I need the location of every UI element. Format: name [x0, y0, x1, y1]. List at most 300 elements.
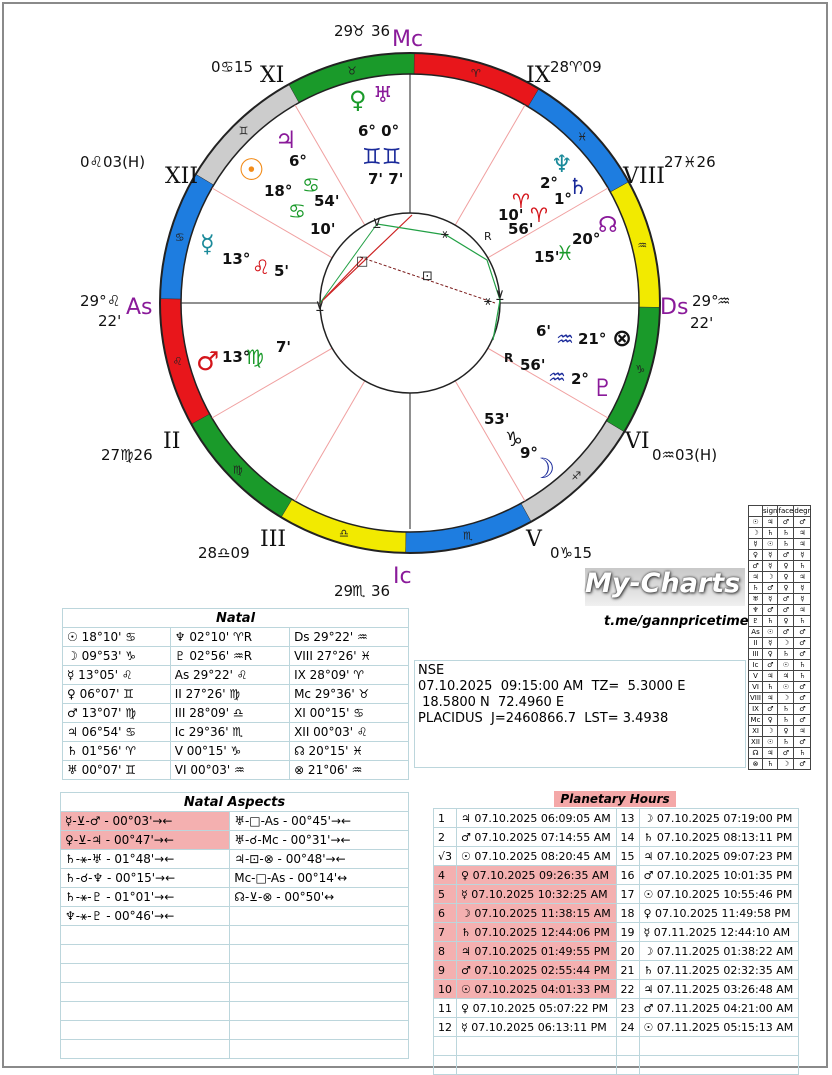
- dignity-cell: ♃: [763, 693, 778, 704]
- hour-time: ☉ 07.11.2025 05:15:13 AM: [639, 1018, 799, 1037]
- ds-min: 22': [690, 314, 714, 332]
- natal-row: [63, 647, 409, 666]
- aspect-row: [61, 1040, 409, 1059]
- aspect-left: ♆-⚹-♇ - 00°46'→←: [61, 907, 230, 926]
- dignity-row: [749, 605, 811, 616]
- dignity-cell: ☉: [778, 660, 794, 671]
- natal-cell: XI 00°15' ♋: [290, 704, 409, 723]
- dignity-cell: XI: [749, 726, 763, 737]
- natal-row: [63, 628, 409, 647]
- aspect-row: [61, 964, 409, 983]
- aspect-sextile-glyph-2: ⚹: [484, 294, 492, 309]
- brand-link[interactable]: t.me/gannpricetime: [604, 614, 749, 629]
- ring-sign-glyph: ♋: [174, 230, 185, 244]
- dignity-row: [749, 759, 811, 770]
- dignity-cell: ☿: [763, 594, 778, 605]
- hour-number: 7: [434, 923, 457, 942]
- dignity-cell: ♂: [794, 737, 811, 748]
- hour-row: [434, 828, 799, 847]
- natal-cell: ☽ 09°53' ♑: [63, 647, 171, 666]
- dignity-cell: ☿: [763, 561, 778, 572]
- dignity-row: [749, 693, 811, 704]
- aspect-left: ♄-⚹-♅ - 01°48'→←: [61, 850, 230, 869]
- aspect-right: ♅-□-As - 00°45'→←: [230, 812, 409, 831]
- dignity-row: [749, 671, 811, 682]
- fortune-deg: 21°: [578, 330, 607, 348]
- dignity-cell: ♃: [794, 726, 811, 737]
- hour-time: ♃ 07.10.2025 06:09:05 AM: [457, 809, 616, 828]
- ds-sign: ♒: [717, 292, 731, 310]
- cusp-xi-value: 0♋15: [211, 58, 254, 76]
- hour-number: [434, 1037, 457, 1056]
- dignity-row: [749, 616, 811, 627]
- dignity-cell: ♀: [763, 715, 778, 726]
- dignity-cell: ♂: [763, 605, 778, 616]
- aspect-right: ♃-⊡-⊗ - 00°48'→←: [230, 850, 409, 869]
- natal-cell: ♆ 02°10' ♈R: [170, 628, 289, 647]
- dignity-cell: ♀: [778, 726, 794, 737]
- dignity-cell: Mc: [749, 715, 763, 726]
- dignity-cell: ☉: [763, 539, 778, 550]
- dignity-header-cell: [749, 506, 763, 517]
- aspect-row: [61, 907, 409, 926]
- ic-min: 36: [371, 582, 391, 600]
- natal-cell: II 27°26' ♍: [170, 685, 289, 704]
- jupiter-deg: 6°: [289, 152, 307, 170]
- ds-label: Ds: [660, 295, 689, 320]
- hour-time: ♄ 07.10.2025 12:44:06 PM: [457, 923, 616, 942]
- dignity-cell: ♂: [749, 561, 763, 572]
- natal-cell: ♅ 00°07' ♊: [63, 761, 171, 780]
- natal-cell: VI 00°03' ♒: [170, 761, 289, 780]
- mars-sign: ♍: [246, 345, 264, 369]
- dignity-row: [749, 715, 811, 726]
- aspect-right: [230, 1040, 409, 1059]
- dignity-cell: ♃: [794, 605, 811, 616]
- saturn-deg: 1°: [554, 190, 572, 208]
- ds-deg: 29°: [692, 292, 719, 310]
- aspect-right: [230, 1021, 409, 1040]
- hour-time: ♃ 07.10.2025 09:07:23 PM: [639, 847, 799, 866]
- cusp-v-value: 0♑15: [550, 544, 593, 562]
- dignity-cell: ☿: [794, 583, 811, 594]
- aspect-quincunx-glyph-2: ⊻: [495, 289, 505, 304]
- aspect-right: ♅-☌-Mc - 00°31'→←: [230, 831, 409, 850]
- dignity-row: [749, 550, 811, 561]
- aspect-right: [230, 983, 409, 1002]
- natal-cell: Ds 29°22' ♒: [290, 628, 409, 647]
- saturn-glyph: ♄: [568, 175, 588, 200]
- hour-number: 15: [616, 847, 639, 866]
- hour-row: [434, 847, 799, 866]
- venus-uranus-deg: 6° 0°: [358, 122, 400, 140]
- hour-row: [434, 1037, 799, 1056]
- sun-sign: ♋: [288, 199, 306, 223]
- dignity-header-cell: face: [778, 507, 794, 515]
- dignity-cell: ☽: [778, 638, 794, 649]
- ring-sign-glyph: ♈: [471, 66, 481, 80]
- natal-cell: Mc 29°36' ♉: [290, 685, 409, 704]
- hour-number: 12: [434, 1018, 457, 1037]
- mercury-glyph: ☿: [200, 230, 215, 258]
- dignity-cell: ☿: [794, 550, 811, 561]
- aspect-right: [230, 907, 409, 926]
- hour-row: [434, 866, 799, 885]
- aspect-right: [230, 945, 409, 964]
- hour-row: [434, 1018, 799, 1037]
- jupiter-min: 54': [314, 192, 340, 210]
- node-glyph: ☊: [598, 213, 618, 238]
- dignity-cell: ♂: [778, 550, 794, 561]
- natal-cell: ⊗ 21°06' ♒: [290, 761, 409, 780]
- ring-sign-glyph: ♍: [232, 463, 243, 477]
- aspect-right: [230, 964, 409, 983]
- dignity-cell: ♂: [794, 682, 811, 693]
- venus-uranus-min: 7' 7': [368, 170, 404, 188]
- dignity-header: [749, 506, 811, 517]
- dignity-row: [749, 638, 811, 649]
- ic-label: Ic: [393, 564, 412, 589]
- aspect-row: [61, 812, 409, 831]
- aspect-left: [61, 983, 230, 1002]
- aspect-row: [61, 888, 409, 907]
- dignity-row: [749, 561, 811, 572]
- dignity-cell: ♀: [778, 561, 794, 572]
- hour-row: [434, 885, 799, 904]
- aspect-row: [61, 831, 409, 850]
- dignity-cell: ♀: [749, 550, 763, 561]
- dignity-cell: ♂: [794, 715, 811, 726]
- sun-min: 10': [310, 220, 336, 238]
- dignity-cell: V: [749, 671, 763, 682]
- hour-number: 20: [616, 942, 639, 961]
- hour-row: [434, 980, 799, 999]
- pluto-retro: R: [504, 351, 514, 365]
- moon-sign: ♑: [505, 427, 523, 451]
- as-deg: 29°: [80, 292, 107, 310]
- sun-glyph: ☉: [238, 153, 265, 188]
- dignity-cell: ♀: [763, 649, 778, 660]
- hour-time: ☉ 07.10.2025 04:01:33 PM: [457, 980, 616, 999]
- ic-sign: ♏: [352, 582, 366, 600]
- dignity-cell: ♃: [778, 671, 794, 682]
- dignity-cell: ♂: [794, 693, 811, 704]
- dignity-cell: ☽: [763, 726, 778, 737]
- hour-time: ☽ 07.10.2025 07:19:00 PM: [639, 809, 799, 828]
- mars-glyph: ♂: [196, 347, 220, 377]
- dignity-cell: ♃: [763, 517, 778, 528]
- aspect-left: ☿-⊻-♂ - 00°03'→←: [61, 812, 230, 831]
- as-sign: ♌: [107, 292, 121, 310]
- dignity-row: [749, 748, 811, 759]
- hour-time: ☉ 07.10.2025 08:20:45 AM: [457, 847, 616, 866]
- venus-uranus-sign: ♊♊: [362, 145, 402, 170]
- dignity-cell: As: [749, 627, 763, 638]
- hour-number: 21: [616, 961, 639, 980]
- ring-sign-glyph: ♑: [635, 363, 646, 377]
- hour-row: [434, 904, 799, 923]
- natal-cell: ☿ 13°05' ♌: [63, 666, 171, 685]
- cusp-xii-value: 0♌03(H): [80, 153, 146, 171]
- dignity-cell: ☿: [763, 550, 778, 561]
- dignity-row: [749, 517, 811, 528]
- ring-sign-glyph: ♒: [637, 239, 648, 253]
- dignity-cell: ♄: [778, 649, 794, 660]
- hour-row: [434, 961, 799, 980]
- dignity-cell: IX: [749, 704, 763, 715]
- hour-number: 13: [616, 809, 639, 828]
- moon-min: 53': [484, 410, 510, 428]
- cusp-iii-value: 28♎09: [198, 544, 250, 562]
- hour-time: [457, 1037, 616, 1056]
- dignity-cell: ☿: [763, 638, 778, 649]
- hour-time: ♂ 07.11.2025 04:21:00 AM: [639, 999, 799, 1018]
- pluto-glyph: ♇: [592, 374, 614, 402]
- hour-number: 1: [434, 809, 457, 828]
- info-coords: 18.5800 N 72.4960 E: [418, 695, 565, 710]
- neptune-deg: 2°: [540, 174, 558, 192]
- dignity-row: [749, 737, 811, 748]
- jupiter-glyph: ♃: [275, 126, 297, 154]
- aspect-row: [61, 850, 409, 869]
- dignity-cell: XII: [749, 737, 763, 748]
- dignity-header-cell: sign: [763, 507, 778, 515]
- mars-deg: 13°: [222, 348, 251, 366]
- hour-row: [434, 809, 799, 828]
- dignity-row: [749, 627, 811, 638]
- dignity-cell: ♃: [763, 748, 778, 759]
- dignity-cell: ♅: [749, 594, 763, 605]
- cusp-iii-roman: III: [260, 527, 287, 552]
- jupiter-sign: ♋: [302, 173, 320, 197]
- hour-number: 16: [616, 866, 639, 885]
- dignity-cell: ♂: [794, 759, 811, 770]
- as-min: 22': [98, 312, 122, 330]
- cusp-ii-value: 27♍26: [101, 446, 153, 464]
- mc-sign: ♉: [352, 22, 366, 40]
- ring-sign-glyph: ♎: [338, 527, 349, 541]
- dignity-row: [749, 583, 811, 594]
- hour-number: 22: [616, 980, 639, 999]
- dignity-cell: ♂: [794, 627, 811, 638]
- hour-number: 11: [434, 999, 457, 1018]
- cusp-vi-roman: VI: [625, 429, 650, 454]
- venus-glyph: ♀: [349, 86, 367, 114]
- aspect-row: [61, 983, 409, 1002]
- brand-logo: My-Charts: [585, 568, 745, 606]
- natal-cell: ♇ 02°56' ♒R: [170, 647, 289, 666]
- node-deg: 20°: [572, 230, 601, 248]
- cusp-viii-roman: VIII: [623, 164, 665, 189]
- dignity-cell: ♄: [763, 759, 778, 770]
- dignity-cell: ♀: [778, 572, 794, 583]
- mc-label: Mc: [392, 27, 424, 52]
- moon-glyph: ☽: [530, 452, 556, 485]
- aspects-table: [60, 792, 409, 1059]
- aspect-square-glyph-2: ⊡: [422, 269, 433, 284]
- dignity-cell: ☉: [763, 737, 778, 748]
- aspect-left: ♄-☌-♆ - 00°15'→←: [61, 869, 230, 888]
- ring-sign-glyph: ♐: [571, 469, 582, 483]
- natal-cell: III 28°09' ♎: [170, 704, 289, 723]
- dignity-cell: VI: [749, 682, 763, 693]
- hour-number: 23: [616, 999, 639, 1018]
- natal-cell: ☉ 18°10' ♋: [63, 628, 171, 647]
- dignity-cell: ♆: [749, 605, 763, 616]
- hour-number: 4: [434, 866, 457, 885]
- ic-deg: 29: [334, 582, 354, 600]
- sun-deg: 18°: [264, 182, 293, 200]
- dignity-cell: ♄: [778, 539, 794, 550]
- ring-sign-glyph: ♌: [172, 354, 183, 368]
- info-exchange: NSE: [418, 663, 445, 678]
- natal-row: [63, 761, 409, 780]
- dignity-cell: ♂: [778, 517, 794, 528]
- dignity-cell: ♀: [778, 583, 794, 594]
- node-sign: ♓: [556, 241, 574, 265]
- cusp-ii-roman: II: [163, 429, 181, 454]
- aspect-left: [61, 945, 230, 964]
- dignity-cell: ♄: [749, 583, 763, 594]
- ring-sign-glyph: ♊: [238, 124, 249, 138]
- dignity-cell: ☿: [794, 594, 811, 605]
- hour-number: 5: [434, 885, 457, 904]
- chart-info: [414, 660, 746, 768]
- node-min: 15': [534, 248, 560, 266]
- dignity-row: [749, 704, 811, 715]
- dignity-cell: ♄: [794, 748, 811, 759]
- aspect-right: Mc-□-As - 00°14'↔: [230, 869, 409, 888]
- cusp-viii-value: 27♓26: [664, 153, 716, 171]
- cusp-vi-value: 0♒03(H): [652, 446, 718, 464]
- dignity-cell: ♂: [763, 704, 778, 715]
- fortune-glyph: ⊗: [612, 324, 633, 352]
- aspect-quincunx-glyph-3: ⊻: [315, 300, 325, 315]
- dignity-cell: ☿: [749, 539, 763, 550]
- dignity-cell: ♂: [794, 517, 811, 528]
- hour-number: 9: [434, 961, 457, 980]
- mercury-sign: ♌: [252, 255, 270, 279]
- dignity-row: [749, 682, 811, 693]
- moon-deg: 9°: [520, 444, 538, 462]
- dignity-cell: ♂: [778, 748, 794, 759]
- fortune-sign: ♒: [556, 327, 574, 351]
- natal-cell: ♀ 06°07' ♊: [63, 685, 171, 704]
- info-datetime: 07.10.2025 09:15:00 AM TZ= 5.3000 E: [418, 679, 686, 694]
- natal-row: [63, 723, 409, 742]
- pluto-min: 56': [520, 356, 546, 374]
- natal-row: [63, 685, 409, 704]
- aspect-quincunx-glyph: ⊻: [372, 217, 382, 232]
- natal-cell: VIII 27°26' ♓: [290, 647, 409, 666]
- natal-row: [63, 666, 409, 685]
- hour-time: ♀ 07.10.2025 05:07:22 PM: [457, 999, 616, 1018]
- hour-time: ♃ 07.11.2025 03:26:48 AM: [639, 980, 799, 999]
- dignity-row: [749, 539, 811, 550]
- mc-min: 36: [371, 22, 391, 40]
- neptune-min: 10': [498, 206, 524, 224]
- cusp-ix-roman: IX: [526, 63, 551, 88]
- hour-time: ♃ 07.10.2025 01:49:55 PM: [457, 942, 616, 961]
- dignity-cell: ♄: [794, 561, 811, 572]
- hour-time: ♂ 07.10.2025 10:01:35 PM: [639, 866, 799, 885]
- ring-sign-glyph: ♓: [577, 130, 588, 144]
- aspect-right: [230, 926, 409, 945]
- dignity-cell: ♂: [763, 660, 778, 671]
- dignity-cell: ☉: [778, 682, 794, 693]
- dignity-cell: ♄: [763, 616, 778, 627]
- dignity-cell: ☉: [763, 627, 778, 638]
- aspect-left: [61, 1040, 230, 1059]
- cusp-xi-roman: XI: [260, 63, 285, 88]
- cusp-ix-value: 28♈09: [550, 58, 602, 76]
- neptune-glyph: ♆: [551, 150, 573, 178]
- dignity-table: [748, 505, 811, 770]
- dignity-cell: ♂: [778, 594, 794, 605]
- aspect-right: ☊-⊻-⊗ - 00°50'↔: [230, 888, 409, 907]
- hour-time: ♄ 07.11.2025 02:32:35 AM: [639, 961, 799, 980]
- dignity-header-cell: degr: [794, 507, 811, 515]
- aspect-row: [61, 869, 409, 888]
- cusp-xii-roman: XII: [165, 164, 199, 189]
- dignity-cell: III: [749, 649, 763, 660]
- mars-min: 7': [276, 338, 292, 356]
- as-label: As: [126, 295, 153, 320]
- dignity-cell: II: [749, 638, 763, 649]
- dignity-cell: ♄: [763, 682, 778, 693]
- pluto-sign: ♒: [548, 365, 566, 389]
- dignity-row: [749, 649, 811, 660]
- uranus-glyph: ♅: [373, 83, 393, 108]
- dignity-cell: ☽: [763, 572, 778, 583]
- hour-time: ☿ 07.10.2025 06:13:11 PM: [457, 1018, 616, 1037]
- dignity-cell: ♄: [778, 715, 794, 726]
- ring-sign-glyph: ♉: [347, 64, 357, 78]
- dignity-cell: ♄: [778, 528, 794, 539]
- hour-number: 24: [616, 1018, 639, 1037]
- dignity-cell: ♂: [763, 583, 778, 594]
- hour-row: [434, 942, 799, 961]
- dignity-cell: ☊: [749, 748, 763, 759]
- natal-cell: Ic 29°36' ♏: [170, 723, 289, 742]
- hour-number: [616, 1037, 639, 1056]
- aspect-left: ♀-⊻-♃ - 00°47'→←: [61, 831, 230, 850]
- pluto-deg: 2°: [571, 370, 589, 388]
- dignity-cell: ♄: [778, 704, 794, 715]
- dignity-cell: ♂: [778, 605, 794, 616]
- dignity-cell: ♀: [778, 616, 794, 627]
- neptune-sign: ♈: [512, 189, 530, 213]
- saturn-min: 56': [508, 220, 534, 238]
- hour-time: ☿ 07.10.2025 10:32:25 AM: [457, 885, 616, 904]
- mercury-deg: 13°: [222, 250, 251, 268]
- planetary-hours-title: Planetary Hours: [554, 791, 676, 807]
- dignity-cell: ☉: [749, 517, 763, 528]
- aspect-right: [230, 1002, 409, 1021]
- natal-row: [63, 704, 409, 723]
- hour-time: [639, 1037, 799, 1056]
- aspect-left: [61, 1002, 230, 1021]
- hour-time: ☽ 07.10.2025 11:38:15 AM: [457, 904, 616, 923]
- hour-time: ♀ 07.10.2025 11:49:58 PM: [639, 904, 799, 923]
- ring-sign-glyph: ♏: [462, 529, 473, 543]
- hour-number: 8: [434, 942, 457, 961]
- dignity-cell: ♃: [763, 671, 778, 682]
- aspect-sextile-glyph: ⚹: [441, 227, 449, 242]
- dignity-cell: Ic: [749, 660, 763, 671]
- dignity-cell: ♄: [794, 671, 811, 682]
- center-circle: [320, 213, 500, 393]
